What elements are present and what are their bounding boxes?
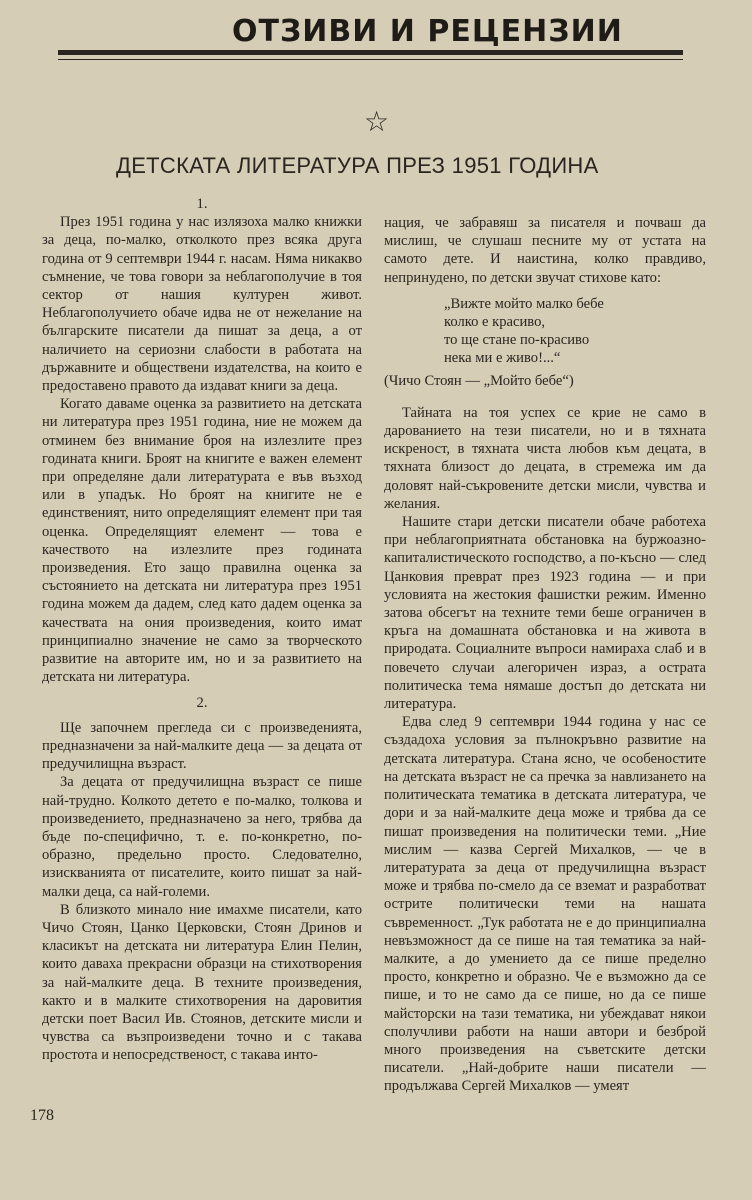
header-rule (58, 50, 683, 55)
paragraph: За децата от предучилищна възраст се пише най-трудно. Колкото детето е по-малко, толкова и произведението, предназначено за него, трябва да бъде по-специфично, т. е. по-конкретно, по-образно, предельно просто. Следователно, изискванията от писателите, които пишат за най-малки деца, са най-големи. (42, 774, 362, 900)
article-title: ДЕТСКАТА ЛИТЕРАТУРА ПРЕЗ 1951 ГОДИНА (116, 153, 599, 178)
poem-line: „Вижте мойто малко бебе (444, 295, 604, 312)
paragraph: Тайната на тоя успех се крие не само в дарованието на тези писатели, но и в тяхната искреност, в тяхната чиста любов към децата, в тяхната близост до децата, в стремежа им да доловят най-съкровените детски мисли, чувства и желания. (384, 404, 706, 512)
poem-line: то ще стане по-красиво (444, 332, 590, 349)
paragraph: Нашите стари детски писатели обаче работеха при неблагоприятната обстановка на буржоазно-капиталистическото господство, а по-късно — след Цанковия преврат през 1923 година — и при условията на жестокия фашистки режим. Именно затова обсегът на техните теми беше ограничен в кръга на домашната обстановка и на живота в природата. Социалните въпроси намираха слаб и в повечето случаи алегоричен израз, а острата политическа тема нямаше достъп до детската ни литература. (384, 514, 706, 713)
section-number: 1. (196, 196, 208, 212)
paragraph: Когато даваме оценка за развитието на детската ни литература през 1951 година, ние не можем да отминем без внимание броя на излезлите през годината книги. Броят на книгите е важен елемент при определяне дали литературата е във възход или в упадък. Но броят на книгите не е единственият, нито определящият елемент при тая оценка. Определящият елемент — това е качеството на излезлите през годината произведения. Ето защо правилна оценка за състоянието на детската ни литература през 1951 година можем да дадем, след като дадем оценка за качествата на ония произведения, които имат принципиално значение не само за творческото развитие на авторите им, но и за развитието на детската ни литература. (42, 396, 362, 686)
paragraph: В близкото минало ние имахме писатели, като Чичо Стоян, Цанко Церковски, Стоян Дринов и класикът на детската ни литература Елин Пелин, които даваха прекрасни образци на стихотворения за най-малките деца. В техните произведения, както и в малките стихотворения на даровития детски поет Васил Ив. Стоянов, детските мисли и чувства са възпроизведени точно и с такава простота и непосредственост, с такава инто- (42, 901, 362, 1064)
page-number: 178 (30, 1107, 54, 1124)
paragraph: Едва след 9 септември 1944 година у нас се създадоха условия за пълнокръвно развитие на детската литература. Стана ясно, че особеностите на детската възраст не са пречка за навлизането на политическата тематика в детската литература, че дори и за най-малките деца може и трябва да се пишат произведения на политически теми. „Ние мислим — казва Сергей Михалков, — че в литературата за деца от предучилищна възраст може и трябва по-смело да се вземат и разработват острите политически теми на нашата съвременност. „Тук работата не е до принципиална невъзможност да се пише на тая тематика за най-малките, а до умението да се пише пределно просто, конкретно и образно. Че е възможно да се пише, и то не само да се пише, но да се пише майсторски на тази тематика, ни убеждават някои сполучливи работи на наши автори и безброй много произведения на съветските детски писатели. „Най-добрите наши писатели — продължава Сергей Михалков — умеят (384, 714, 706, 1095)
poem-line: нека ми е живо!...“ (444, 350, 561, 367)
poem (444, 295, 706, 368)
paragraph: нация, че забравяш за писателя и почваш да мислиш, че слушаш песните му от устата на самото дете. И наистина, колко правдиво, непринудено, по детски звучат стихове като: (384, 215, 706, 286)
star-icon: ☆ (364, 105, 390, 138)
header-rule-thin (58, 59, 683, 60)
right-column (384, 214, 706, 1096)
paragraph: Ще започнем прегледа си с произведенията, предназначени за най-малките деца — за децата от предучилищна възраст. (42, 719, 362, 773)
poem-source: (Чичо Стоян — „Мойто бебе“) (384, 372, 574, 389)
poem-line: колко е красиво, (444, 314, 546, 331)
paragraph: През 1951 година у нас излязоха малко книжки за деца, по-малко, отколкото през всяка друга година от 9 септември 1944 г. насам. Няма никакво съмнение, че това говори за неблагополучие в тоя сектор от нашия културен живот. Неблагополучието обаче идва не от нежелание на българските писатели да пишат за деца, а от наличието на сериозни слабости в работата на държавните и обществени издателства, на които е предоставено правото да издават книги за деца. (42, 214, 362, 395)
left-column (42, 195, 362, 1065)
section-title: ОТЗИВИ И РЕЦЕНЗИИ (232, 14, 623, 49)
section-number: 2. (196, 695, 208, 712)
